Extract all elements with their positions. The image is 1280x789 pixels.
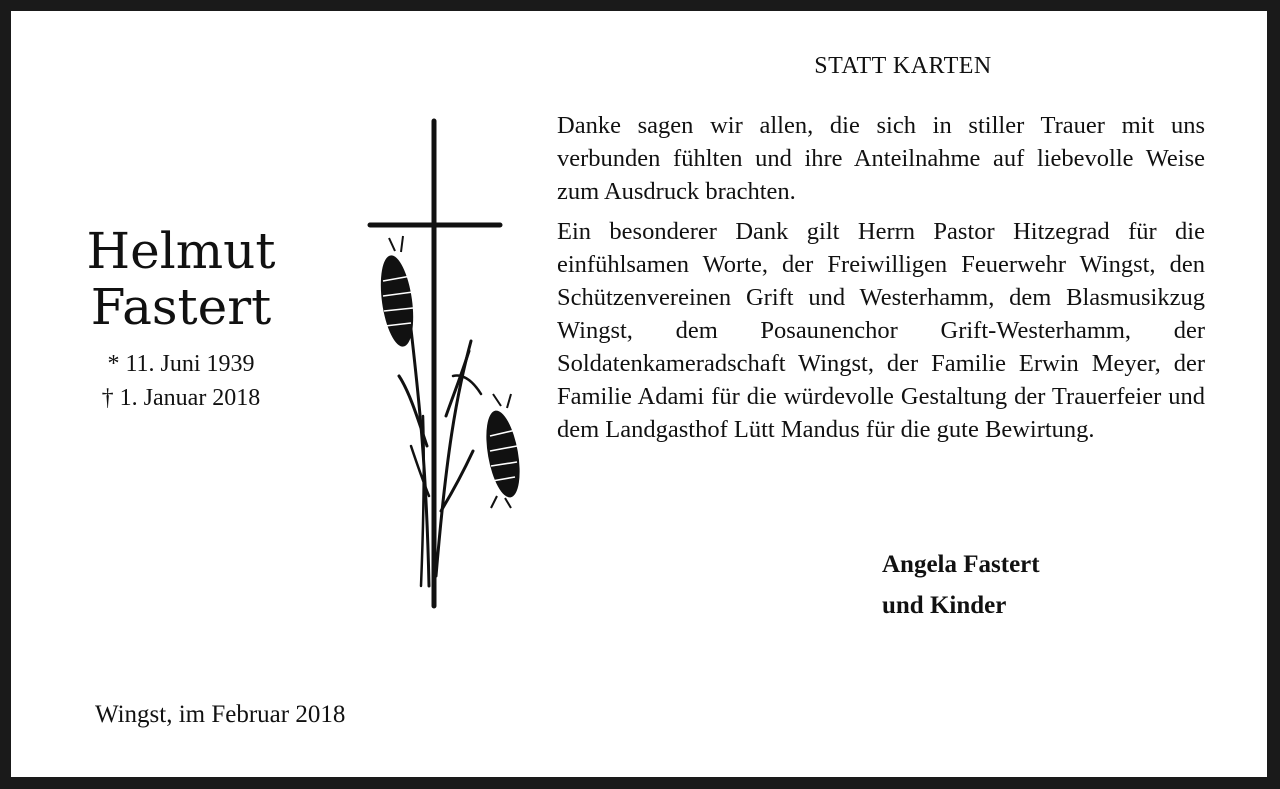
- heading-statt-karten: STATT KARTEN: [814, 53, 992, 79]
- obituary-card: [11, 11, 1267, 777]
- birth-date: * 11. Juni 1939: [107, 351, 255, 377]
- special-thanks-paragraph: Ein besonderer Dank gilt Herrn Pastor Hitzegrad für die einfühlsamen Worte, der Freiwilligen Feuerwehr Wingst, den Schützenvereinen Grift und Westerhamm, dem Blasmusikzug Wingst, dem Posaunenchor Grift-Westerhamm, der Soldatenkameradschaft Wingst, der Familie Erwin Meyer, der Familie Adami für die würdevolle Gestaltung der Trauerfeier und dem Landgasthof Lütt Mandus für die gute Bewirtung.: [557, 218, 1205, 443]
- deceased-name: [71, 223, 291, 335]
- thanks-paragraph: Danke sagen wir allen, die sich in stiller Trauer mit uns verbunden fühlten und ihre Anteilnahme auf liebevolle Weise zum Ausdruck brachten.: [557, 112, 1205, 205]
- signature-family: und Kinder: [882, 592, 1007, 619]
- cross-with-wheat-icon: [361, 116, 521, 616]
- life-dates: [66, 347, 296, 415]
- signature-name: Angela Fastert: [882, 551, 1040, 578]
- place-and-date: Wingst, im Februar 2018: [95, 701, 346, 728]
- last-name: Fastert: [90, 278, 272, 336]
- death-date: † 1. Januar 2018: [101, 385, 261, 411]
- first-name: Helmut: [86, 222, 276, 280]
